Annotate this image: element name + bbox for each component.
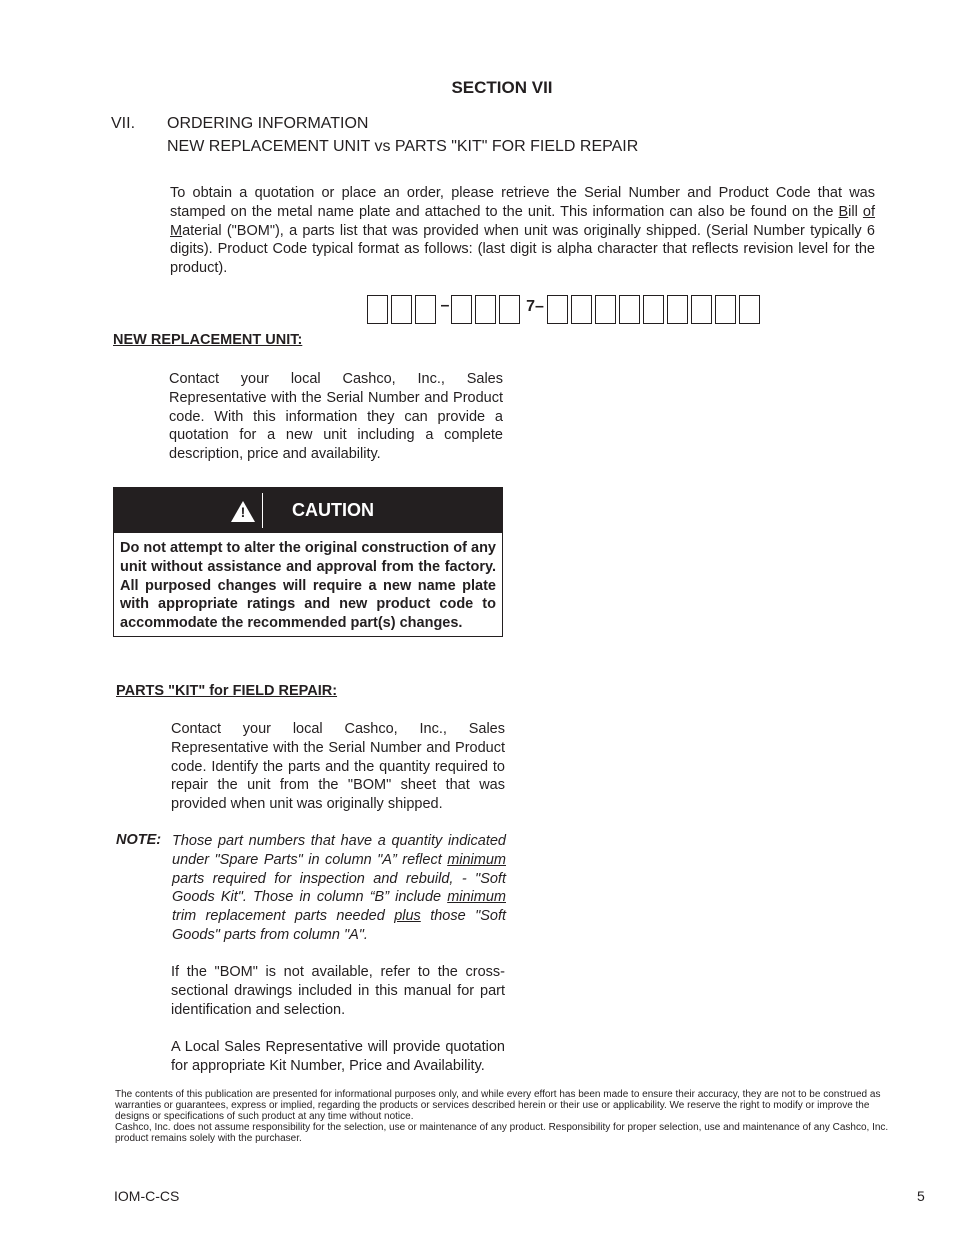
- code-separator: –: [440, 297, 450, 314]
- code-box: [391, 295, 412, 324]
- intro-paragraph: [170, 184, 875, 278]
- of-word: of: [862, 203, 875, 220]
- new-replacement-text: Contact your local Cashco, Inc., Sales Representative with the Serial Number and Product code. With this information they can provide a quotation for a new unit including a complete description, price and availability.: [169, 371, 503, 463]
- caution-text: Do not attempt to alter the original construction of any unit without assistance and approval from the factory. All purposed changes will require a new name plate with appropriate ratings and new product code to accommodate the recommended part(s) changes.: [120, 540, 496, 632]
- product-code-format: [367, 295, 763, 324]
- bill-rest: ill: [848, 203, 863, 220]
- local-rep-text: A Local Sales Representative will provide quotation for appropriate Kit Number, Price and Availability.: [171, 1039, 505, 1074]
- plus-emphasis: plus: [394, 908, 421, 925]
- code-box: [571, 295, 592, 324]
- disclaimer-line: Cashco, Inc. does not assume responsibility for the selection, use or maintenance of any product. Responsibility for proper selection, use and maintenance of any Cashco, Inc. product remains solely with the purchaser.: [115, 1122, 889, 1144]
- code-fixed-digit: 7–: [526, 298, 544, 315]
- code-box: [547, 295, 568, 324]
- caution-divider: [262, 493, 263, 528]
- note-text: Those part numbers that have a quantity indicated under "Spare Parts" in column "A” reflect minimum parts required for inspection and rebuild, - "Soft Goods Kit". Those in column “B” include minimum trim replacement parts needed plus those "Soft Goods" parts from column "A".: [172, 833, 507, 943]
- minimum-emphasis: minimum: [447, 851, 506, 868]
- code-box: [643, 295, 664, 324]
- page-number: 5: [917, 1188, 925, 1204]
- code-box: [415, 295, 436, 324]
- disclaimer-line: The contents of this publication are presented for informational purposes only, and while every effort has been made to ensure their accuracy, they are not to be construed as warranties or guarantees, express or implied, regarding the products or services described herein or their use or applicability. We reserve the right to modify or improve the designs or specifications of such product at any time without notice.: [115, 1089, 881, 1122]
- code-box: [667, 295, 688, 324]
- intro-text-2: aterial ("BOM"), a parts list that was provided when unit was originally shipped. (Serial Number typically 6 digits). Product Code typical format as follows: (last digit is alpha character that reflects revision level for the product).: [170, 222, 875, 277]
- code-box: [619, 295, 640, 324]
- bom-unavailable-text: If the "BOM" is not available, refer to the cross-sectional drawings included in this manual for part identification and selection.: [171, 964, 505, 1018]
- new-replacement-heading: NEW REPLACEMENT UNIT:: [113, 332, 303, 348]
- document-code: IOM-C-CS: [114, 1188, 180, 1204]
- code-box: [715, 295, 736, 324]
- code-box: [367, 295, 388, 324]
- note-label: NOTE:: [116, 832, 162, 848]
- code-box: [739, 295, 760, 324]
- minimum-emphasis: minimum: [447, 889, 506, 906]
- caution-title: CAUTION: [292, 500, 374, 520]
- code-box: [451, 295, 472, 324]
- caution-box: [113, 487, 503, 637]
- section-heading: ORDERING INFORMATION: [167, 115, 369, 132]
- parts-kit-heading: PARTS "KIT" for FIELD REPAIR:: [116, 683, 338, 699]
- code-box: [691, 295, 712, 324]
- code-box: [499, 295, 520, 324]
- caution-header: [114, 488, 502, 533]
- disclaimer: [115, 1089, 905, 1144]
- code-box: [475, 295, 496, 324]
- section-title: SECTION VII: [451, 78, 553, 97]
- parts-kit-text: Contact your local Cashco, Inc., Sales Representative with the Serial Number and Product code. Identify the parts and the quantity required to repair the unit from the "BOM" sheet that was provided when unit was originally shipped.: [171, 721, 505, 813]
- intro-text-1: To obtain a quotation or place an order, please retrieve the Serial Number and Product Code that was stamped on the metal name plate and attached to the unit. This information can also be found on the: [170, 185, 875, 220]
- section-subheading: NEW REPLACEMENT UNIT vs PARTS "KIT" FOR FIELD REPAIR: [167, 138, 639, 155]
- bill-b: B: [838, 203, 849, 220]
- code-box: [595, 295, 616, 324]
- warning-mark: !: [240, 504, 246, 520]
- section-number: VII.: [111, 115, 136, 132]
- material-m: M: [170, 222, 183, 239]
